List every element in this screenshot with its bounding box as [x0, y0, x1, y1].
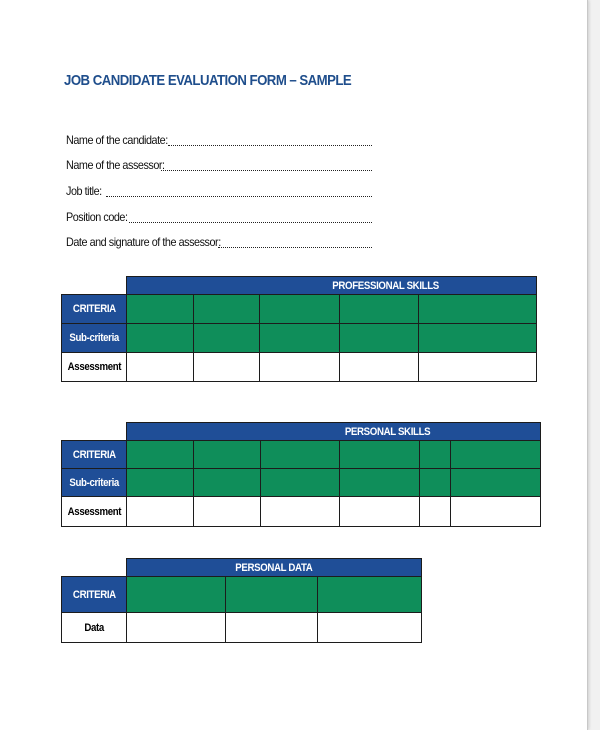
personal-skills-table: [61, 422, 541, 527]
professional-skills-table: [61, 276, 537, 382]
criteria-cell[interactable]: [340, 295, 419, 324]
field-label-assessor-name: Name of the assessor:: [66, 158, 165, 172]
sub-criteria-cell[interactable]: [194, 324, 260, 353]
sub-criteria-cell[interactable]: [420, 469, 451, 497]
criteria-cell[interactable]: [127, 441, 194, 469]
field-label-position-code: Position code:: [66, 210, 128, 224]
row-label-assessment: Assessment: [62, 497, 127, 527]
sub-criteria-cell[interactable]: [261, 469, 340, 497]
row-label-sub-criteria: Sub-criteria: [62, 469, 127, 497]
field-label-job-title: Job title:: [66, 184, 102, 198]
criteria-cell[interactable]: [451, 441, 541, 469]
sub-criteria-cell[interactable]: [419, 324, 537, 353]
criteria-cell[interactable]: [260, 295, 340, 324]
sub-criteria-cell[interactable]: [127, 324, 194, 353]
form-title: JOB CANDIDATE EVALUATION FORM – SAMPLE: [64, 72, 352, 89]
professional-skills-header: PROFESSIONAL SKILLS: [127, 277, 537, 295]
criteria-cell[interactable]: [261, 441, 340, 469]
sub-criteria-cell[interactable]: [194, 469, 261, 497]
table-corner-blank: [62, 277, 127, 295]
row-label-data: Data: [62, 613, 127, 643]
table-corner-blank: [62, 423, 127, 441]
assessment-cell[interactable]: [194, 497, 261, 527]
criteria-cell[interactable]: [419, 295, 537, 324]
sub-criteria-cell[interactable]: [451, 469, 541, 497]
data-cell[interactable]: [318, 613, 422, 643]
field-line-position-code[interactable]: [129, 222, 372, 223]
field-label-date-signature: Date and signature of the assessor:: [66, 235, 221, 249]
personal-data-table: [61, 558, 422, 643]
data-cell[interactable]: [226, 613, 318, 643]
sub-criteria-cell[interactable]: [340, 469, 420, 497]
assessment-cell[interactable]: [340, 353, 419, 382]
assessment-cell[interactable]: [420, 497, 451, 527]
assessment-cell[interactable]: [261, 497, 340, 527]
assessment-cell[interactable]: [127, 353, 194, 382]
field-line-assessor-name[interactable]: [161, 170, 372, 171]
sub-criteria-cell[interactable]: [260, 324, 340, 353]
criteria-cell[interactable]: [127, 295, 194, 324]
assessment-cell[interactable]: [194, 353, 260, 382]
field-line-candidate-name[interactable]: [168, 145, 372, 146]
table-corner-blank: [62, 559, 127, 577]
assessment-cell[interactable]: [260, 353, 340, 382]
criteria-cell[interactable]: [194, 295, 260, 324]
field-label-candidate-name: Name of the candidate:: [66, 133, 168, 147]
sub-criteria-cell[interactable]: [340, 324, 419, 353]
row-label-criteria: CRITERIA: [62, 441, 127, 469]
criteria-cell[interactable]: [194, 441, 261, 469]
field-line-date-signature[interactable]: [218, 247, 372, 248]
data-cell[interactable]: [127, 613, 226, 643]
row-label-criteria: CRITERIA: [62, 295, 127, 324]
criteria-cell[interactable]: [318, 577, 422, 613]
personal-data-header: PERSONAL DATA: [127, 559, 422, 577]
row-label-sub-criteria: Sub-criteria: [62, 324, 127, 353]
sub-criteria-cell[interactable]: [127, 469, 194, 497]
criteria-cell[interactable]: [226, 577, 318, 613]
assessment-cell[interactable]: [340, 497, 420, 527]
row-label-criteria: CRITERIA: [62, 577, 127, 613]
assessment-cell[interactable]: [127, 497, 194, 527]
criteria-cell[interactable]: [420, 441, 451, 469]
field-line-job-title[interactable]: [106, 196, 372, 197]
criteria-cell[interactable]: [340, 441, 420, 469]
personal-skills-header: PERSONAL SKILLS: [127, 423, 541, 441]
row-label-assessment: Assessment: [62, 353, 127, 382]
criteria-cell[interactable]: [127, 577, 226, 613]
assessment-cell[interactable]: [451, 497, 541, 527]
assessment-cell[interactable]: [419, 353, 537, 382]
